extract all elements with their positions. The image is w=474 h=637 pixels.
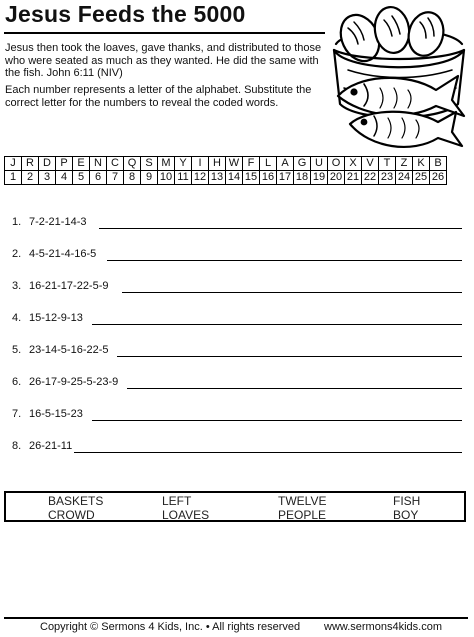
word-bank — [4, 491, 466, 522]
answer-line[interactable] — [92, 420, 462, 421]
key-letter: T — [379, 157, 396, 171]
question-number: 3. — [12, 280, 22, 292]
key-number: 22 — [362, 171, 379, 185]
question-number: 1. — [12, 216, 22, 228]
key-number: 2 — [22, 171, 39, 185]
cipher-letters-row — [5, 157, 447, 171]
word-bank-item: BOY — [393, 508, 419, 522]
key-letter: U — [311, 157, 328, 171]
key-number: 16 — [260, 171, 277, 185]
key-letter: M — [158, 157, 175, 171]
key-number: 14 — [226, 171, 243, 185]
question-code: 16-5-15-23 — [29, 408, 83, 420]
key-letter: N — [90, 157, 107, 171]
question-item — [12, 341, 462, 361]
key-number: 11 — [175, 171, 192, 185]
question-item — [12, 373, 462, 393]
website-link[interactable]: www.sermons4kids.com — [324, 621, 442, 633]
key-letter: H — [209, 157, 226, 171]
word-bank-item: TWELVE — [278, 494, 327, 508]
question-item — [12, 245, 462, 265]
word-bank-item: PEOPLE — [278, 508, 327, 522]
question-code: 16-21-17-22-5-9 — [29, 280, 109, 292]
key-letter: I — [192, 157, 209, 171]
question-code: 23-14-5-16-22-5 — [29, 344, 109, 356]
copyright-text: Copyright © Sermons 4 Kids, Inc. • All rights reserved — [40, 621, 301, 633]
key-number: 17 — [277, 171, 294, 185]
key-number: 26 — [430, 171, 447, 185]
question-number: 2. — [12, 248, 22, 260]
question-item — [12, 309, 462, 329]
question-number: 8. — [12, 440, 22, 452]
key-letter: D — [39, 157, 56, 171]
key-letter: P — [56, 157, 73, 171]
question-code: 15-12-9-13 — [29, 312, 83, 324]
key-number: 13 — [209, 171, 226, 185]
word-bank-item: LOAVES — [162, 508, 210, 522]
key-number: 10 — [158, 171, 175, 185]
question-code: 4-5-21-4-16-5 — [29, 248, 97, 260]
key-number: 19 — [311, 171, 328, 185]
question-item — [12, 213, 462, 233]
key-letter: K — [413, 157, 430, 171]
key-letter: G — [294, 157, 311, 171]
title-divider — [4, 32, 325, 34]
key-number: 1 — [5, 171, 22, 185]
key-letter: W — [226, 157, 243, 171]
key-number: 18 — [294, 171, 311, 185]
key-number: 21 — [345, 171, 362, 185]
key-letter: J — [5, 157, 22, 171]
question-number: 5. — [12, 344, 22, 356]
answer-line[interactable] — [92, 324, 462, 325]
cipher-numbers-row — [5, 171, 447, 185]
question-code: 26-17-9-25-5-23-9 — [29, 376, 119, 388]
answer-line[interactable] — [74, 452, 462, 453]
scripture-paragraph: Jesus then took the loaves, gave thanks, and distributed to those who were seated as much as they wanted. He did the same with the fish. John 6:11 (NIV) — [5, 42, 322, 79]
key-number: 15 — [243, 171, 260, 185]
key-number: 7 — [107, 171, 124, 185]
key-number: 20 — [328, 171, 345, 185]
key-letter: L — [260, 157, 277, 171]
key-number: 8 — [124, 171, 141, 185]
word-bank-item: BASKETS — [48, 494, 104, 508]
key-letter: X — [345, 157, 362, 171]
question-number: 6. — [12, 376, 22, 388]
answer-line[interactable] — [99, 228, 462, 229]
key-number: 5 — [73, 171, 90, 185]
cipher-key-table — [4, 156, 447, 185]
key-number: 9 — [141, 171, 158, 185]
key-letter: Z — [396, 157, 413, 171]
question-item — [12, 437, 462, 457]
question-item — [12, 277, 462, 297]
key-letter: O — [328, 157, 345, 171]
question-code: 7-2-21-14-3 — [29, 216, 87, 228]
answer-line[interactable] — [127, 388, 462, 389]
key-letter: E — [73, 157, 90, 171]
bread-and-fish-illustration — [328, 4, 468, 156]
key-letter: F — [243, 157, 260, 171]
key-number: 25 — [413, 171, 430, 185]
page-title: Jesus Feeds the 5000 — [5, 1, 246, 27]
key-letter: Q — [124, 157, 141, 171]
word-bank-item: FISH — [393, 494, 421, 508]
question-code: 26-21-11 — [29, 440, 73, 452]
key-number: 3 — [39, 171, 56, 185]
footer-divider — [4, 617, 468, 619]
answer-line[interactable] — [107, 260, 462, 261]
key-number: 23 — [379, 171, 396, 185]
key-number: 12 — [192, 171, 209, 185]
key-letter: Y — [175, 157, 192, 171]
key-letter: B — [430, 157, 447, 171]
answer-line[interactable] — [117, 356, 462, 357]
key-letter: R — [22, 157, 39, 171]
key-letter: A — [277, 157, 294, 171]
word-bank-item: CROWD — [48, 508, 95, 522]
word-bank-item: LEFT — [162, 494, 192, 508]
answer-line[interactable] — [122, 292, 462, 293]
question-number: 7. — [12, 408, 22, 420]
key-letter: C — [107, 157, 124, 171]
key-letter: S — [141, 157, 158, 171]
key-number: 6 — [90, 171, 107, 185]
key-number: 4 — [56, 171, 73, 185]
instructions-paragraph: Each number represents a letter of the alphabet. Substitute the correct letter for the numbers to reveal the coded words. — [5, 84, 312, 109]
key-number: 24 — [396, 171, 413, 185]
key-letter: V — [362, 157, 379, 171]
question-number: 4. — [12, 312, 22, 324]
question-item — [12, 405, 462, 425]
